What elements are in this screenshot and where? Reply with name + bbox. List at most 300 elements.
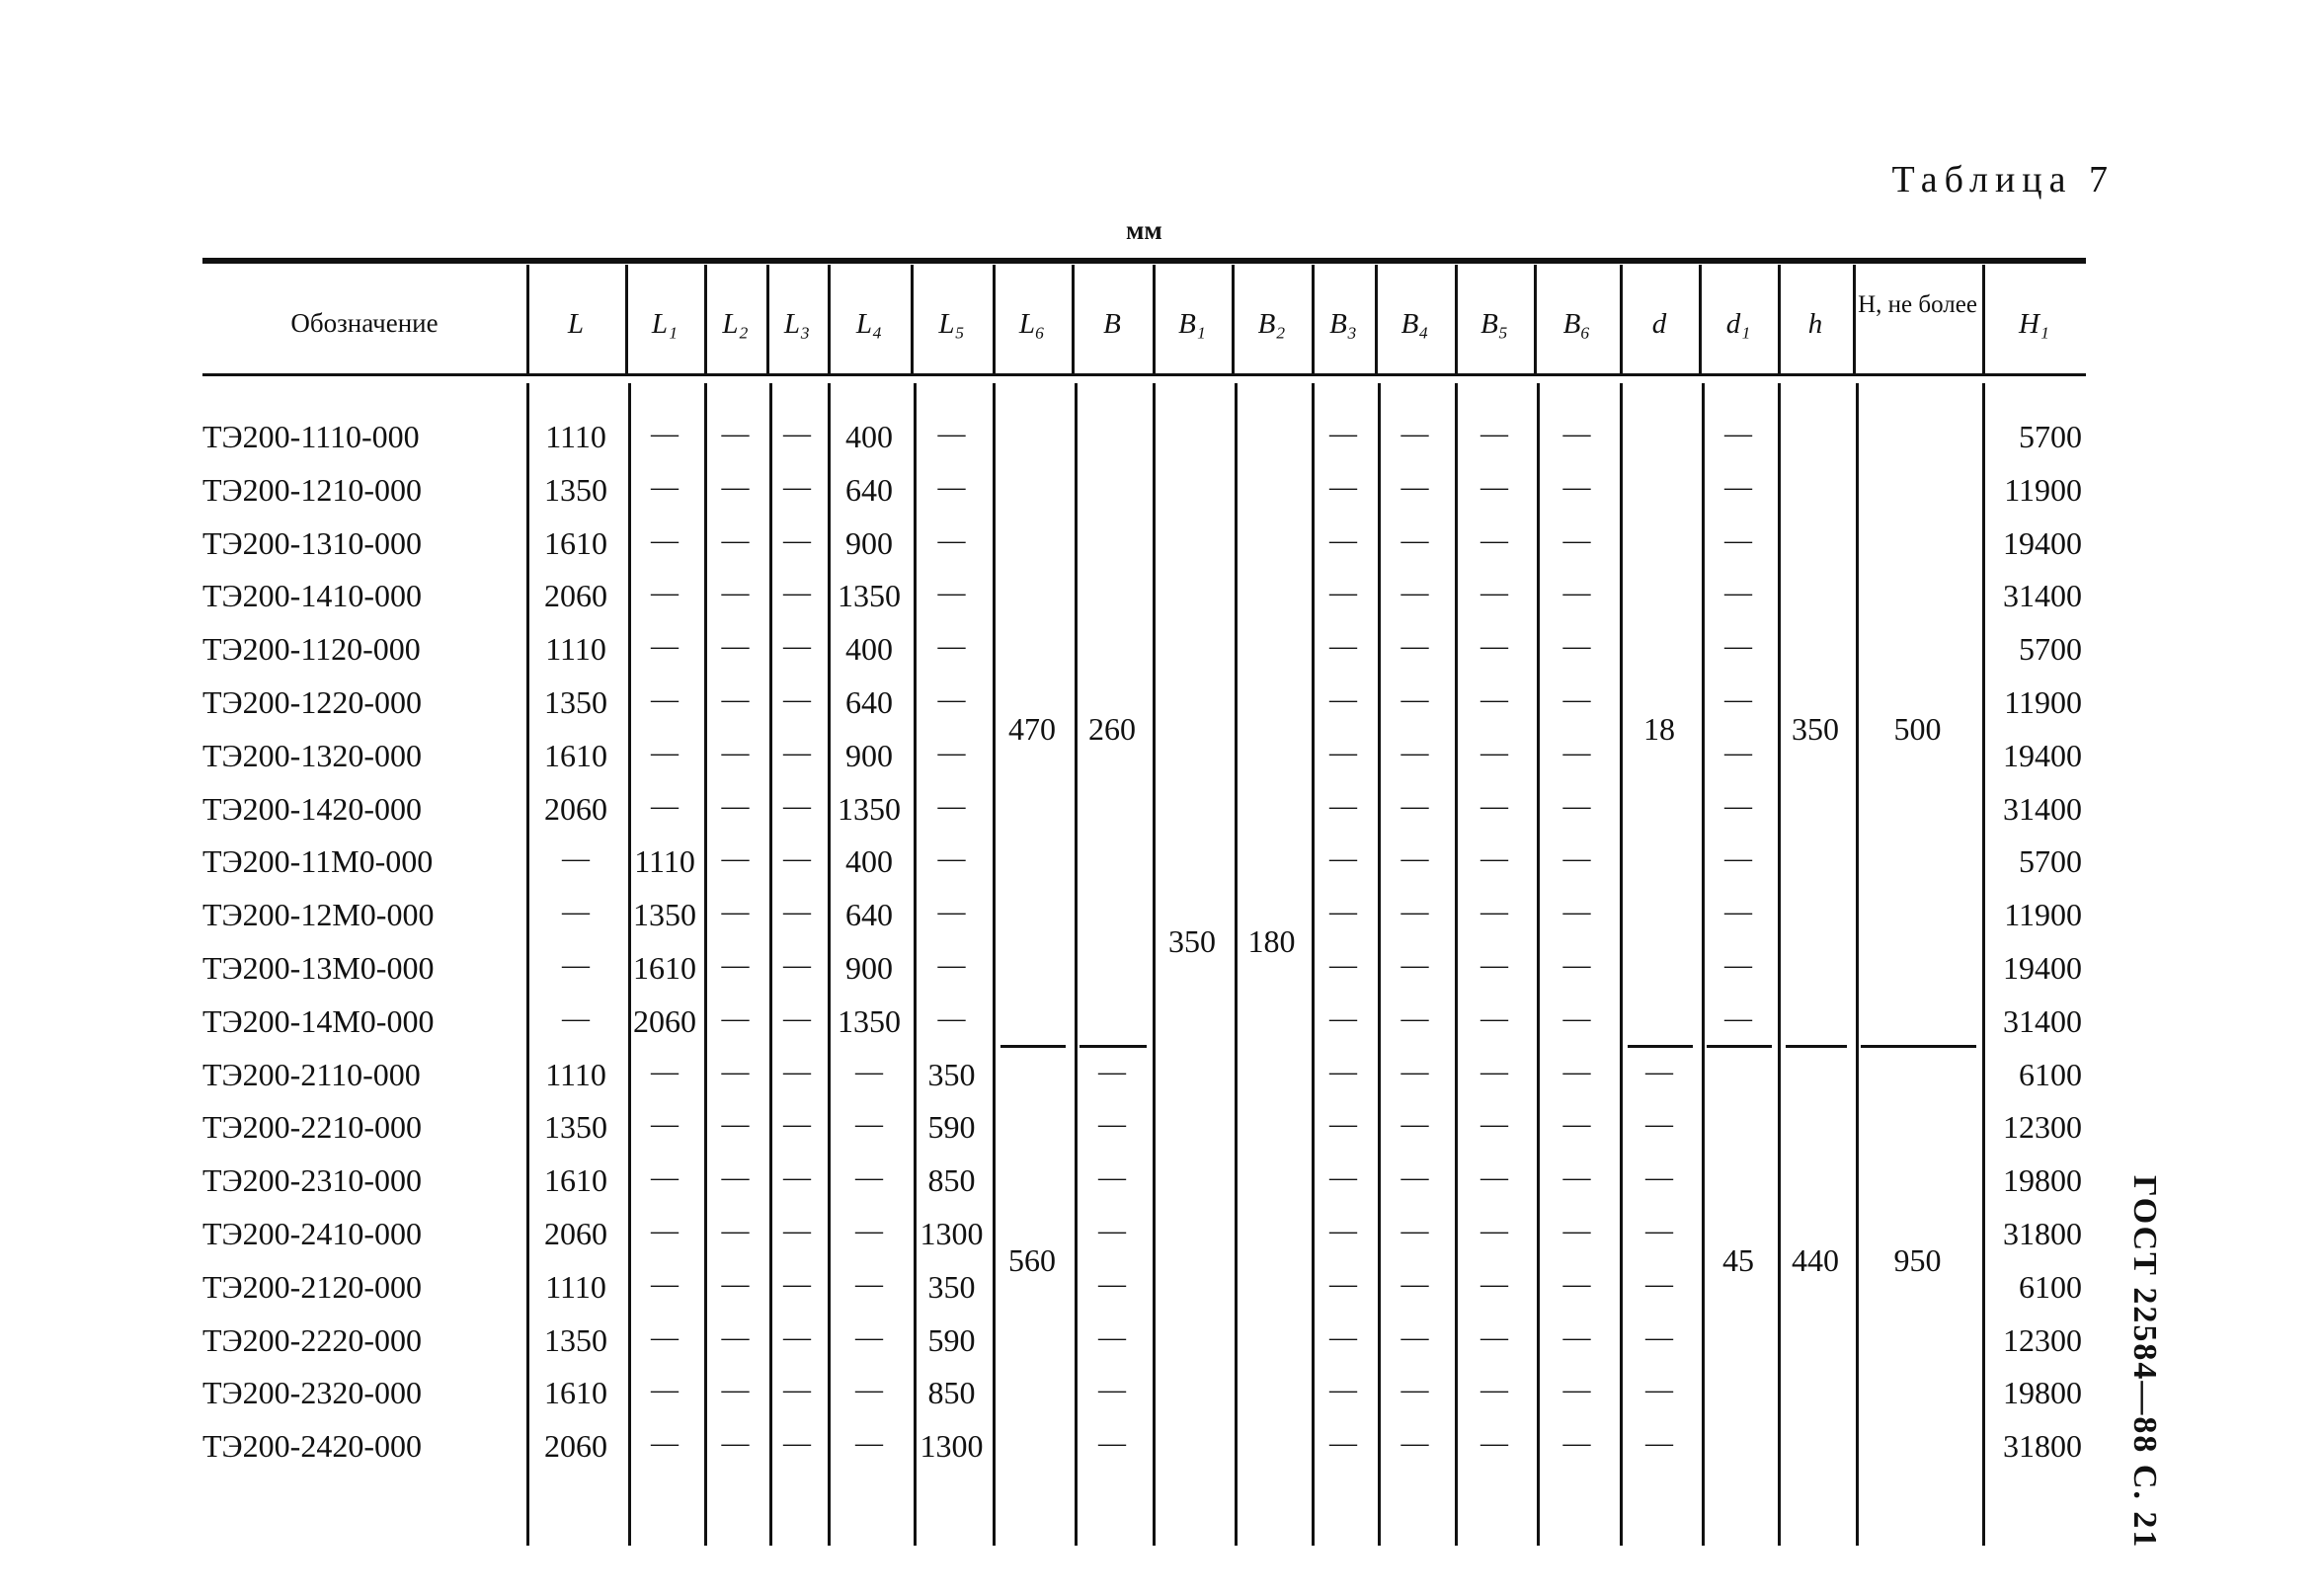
row-designation: ТЭ200-2220-000 (202, 1321, 422, 1358)
cell-b3: — (1329, 1375, 1357, 1406)
cell-d1: — (1724, 1002, 1752, 1034)
cell-b5: — (1480, 1056, 1508, 1087)
group-separator (1861, 1045, 1976, 1048)
cell-l5: 350 (927, 1268, 976, 1305)
cell-l3: — (783, 950, 811, 981)
cell-l3: — (783, 790, 811, 822)
cell-h1: 12300 (2003, 1321, 2082, 1358)
column-divider (625, 265, 628, 373)
cell-d1: — (1724, 897, 1752, 928)
row-designation: ТЭ200-1410-000 (202, 578, 422, 614)
cell-l: 1350 (544, 684, 607, 720)
cell-b4: — (1400, 471, 1429, 503)
cell-b6: — (1562, 897, 1591, 928)
row-designation: ТЭ200-13М0-000 (202, 950, 435, 986)
cell-l1: 1110 (634, 843, 695, 880)
row-designation: ТЭ200-2120-000 (202, 1268, 422, 1305)
cell-l2: — (721, 578, 750, 609)
cell-l4: 640 (845, 897, 893, 933)
cell-h1: 31400 (2003, 1002, 2082, 1039)
cell-l4: 1350 (838, 578, 901, 614)
cell-b3: — (1329, 843, 1357, 875)
cell-l3: — (783, 524, 811, 556)
cell-d: — (1645, 1268, 1673, 1300)
column-divider (766, 265, 769, 373)
cell-h1: 19400 (2003, 524, 2082, 561)
cell-l4: 900 (845, 737, 893, 773)
cell-l4: — (855, 1321, 883, 1353)
cell-l: 1350 (544, 1321, 607, 1358)
cell-b6: — (1562, 471, 1591, 503)
cell-l1: — (651, 1268, 679, 1300)
cell-h1: 6100 (2019, 1268, 2082, 1305)
cell-l1: — (651, 1321, 679, 1353)
header-l6: L₆ (1018, 308, 1046, 340)
column-divider (1778, 265, 1781, 373)
row-designation: ТЭ200-1310-000 (202, 524, 422, 561)
cell-l: 1350 (544, 1109, 607, 1146)
cell-b5: — (1480, 419, 1508, 449)
group-separator (1000, 1045, 1066, 1048)
cell-b: — (1098, 1321, 1126, 1353)
cell-l3: — (783, 1109, 811, 1141)
header-b: B (1103, 308, 1121, 340)
header-l4: L₄ (855, 308, 883, 340)
cell-b: — (1098, 1375, 1126, 1406)
column-divider (1312, 265, 1315, 373)
cell-l2: — (721, 737, 750, 768)
cell-l5: — (937, 950, 966, 981)
group-separator (1786, 1045, 1847, 1048)
cell-b5: — (1480, 843, 1508, 875)
cell-l4: — (855, 1216, 883, 1246)
cell-b5: — (1480, 1268, 1508, 1300)
row-designation: ТЭ200-1210-000 (202, 471, 422, 508)
cell-l5: — (937, 524, 966, 556)
row-designation: ТЭ200-1110-000 (202, 419, 420, 454)
cell-b4: — (1400, 1002, 1429, 1034)
merged-d1: 45 (1722, 1241, 1754, 1278)
cell-b5: — (1480, 684, 1508, 715)
cell-l5: — (937, 578, 966, 609)
cell-d1: — (1724, 631, 1752, 663)
cell-b3: — (1329, 790, 1357, 822)
cell-l: — (562, 950, 590, 981)
row-designation: ТЭ200-2110-000 (202, 1056, 421, 1092)
cell-l3: — (783, 471, 811, 503)
cell-l: 2060 (544, 1216, 607, 1251)
row-designation: ТЭ200-2410-000 (202, 1216, 422, 1251)
cell-l5: 590 (927, 1109, 976, 1146)
cell-l: 1110 (545, 631, 606, 668)
column-divider (1153, 383, 1156, 1546)
cell-b4: — (1400, 950, 1429, 981)
cell-l4: — (855, 1268, 883, 1300)
cell-b4: — (1400, 684, 1429, 715)
header-l: L (567, 308, 585, 340)
table-top-rule (202, 258, 2086, 264)
cell-l2: — (721, 684, 750, 715)
cell-b5: — (1480, 1002, 1508, 1034)
merged-h: 350 (1792, 710, 1839, 747)
merged-d: 18 (1643, 710, 1675, 747)
cell-l5: — (937, 843, 966, 875)
cell-d1: — (1724, 737, 1752, 768)
cell-h1: 19800 (2003, 1375, 2082, 1411)
cell-b3: — (1329, 897, 1357, 928)
row-designation: ТЭ200-12М0-000 (202, 897, 435, 933)
column-divider (1153, 265, 1156, 373)
cell-b6: — (1562, 631, 1591, 663)
cell-b3: — (1329, 1321, 1357, 1353)
cell-l5: — (937, 737, 966, 768)
cell-h1: 19800 (2003, 1162, 2082, 1199)
cell-b5: — (1480, 1428, 1508, 1460)
cell-b4: — (1400, 1216, 1429, 1246)
cell-b4: — (1400, 419, 1429, 449)
cell-l: 1610 (544, 1162, 607, 1199)
column-divider (1235, 383, 1238, 1546)
cell-l5: — (937, 684, 966, 715)
cell-b3: — (1329, 950, 1357, 981)
cell-d1: — (1724, 684, 1752, 715)
cell-l3: — (783, 1216, 811, 1246)
cell-l3: — (783, 1162, 811, 1194)
column-divider (1853, 265, 1856, 373)
cell-h1: 6100 (2019, 1056, 2082, 1092)
cell-h1: 5700 (2019, 419, 2082, 454)
cell-l2: — (721, 1268, 750, 1300)
row-designation: ТЭ200-1320-000 (202, 737, 422, 773)
cell-h1: 31400 (2003, 790, 2082, 827)
cell-b6: — (1562, 578, 1591, 609)
cell-b6: — (1562, 524, 1591, 556)
cell-l: 2060 (544, 790, 607, 827)
column-divider (1375, 265, 1378, 373)
merged-b1: 350 (1168, 923, 1216, 960)
cell-l1: — (651, 1428, 679, 1460)
cell-l3: — (783, 1002, 811, 1034)
cell-l4: — (855, 1162, 883, 1194)
cell-l3: — (783, 737, 811, 768)
header-l2: L₂ (722, 308, 749, 340)
cell-l5: — (937, 631, 966, 663)
cell-l: 1110 (545, 419, 606, 454)
standard-page-label: ГОСТ 22584—88 С. 21 (2126, 1175, 2163, 1550)
cell-d1: — (1724, 419, 1752, 449)
cell-b6: — (1562, 1321, 1591, 1353)
cell-b5: — (1480, 631, 1508, 663)
column-divider (993, 383, 996, 1546)
cell-l2: — (721, 790, 750, 822)
column-divider (1856, 383, 1859, 1546)
cell-b4: — (1400, 737, 1429, 768)
merged-h: 500 (1893, 710, 1942, 747)
cell-b6: — (1562, 737, 1591, 768)
cell-h1: 31400 (2003, 578, 2082, 614)
cell-b6: — (1562, 1375, 1591, 1406)
cell-l5: — (937, 471, 966, 503)
header-l1: L₁ (651, 308, 679, 340)
cell-b5: — (1480, 790, 1508, 822)
cell-l5: 590 (927, 1321, 976, 1358)
cell-l4: — (855, 1056, 883, 1087)
cell-h1: 19400 (2003, 737, 2082, 773)
column-divider (1982, 265, 1985, 373)
cell-b3: — (1329, 471, 1357, 503)
cell-l2: — (721, 1002, 750, 1034)
cell-d1: — (1724, 524, 1752, 556)
cell-l3: — (783, 897, 811, 928)
row-designation: ТЭ200-1420-000 (202, 790, 422, 827)
cell-l1: — (651, 1216, 679, 1246)
cell-l3: — (783, 631, 811, 663)
cell-l4: 400 (845, 419, 893, 454)
column-divider (828, 265, 831, 373)
units-label: мм (1126, 215, 1162, 245)
cell-l2: — (721, 524, 750, 556)
row-designation: ТЭ200-1120-000 (202, 631, 421, 668)
column-divider (704, 265, 707, 373)
cell-l1: — (651, 1162, 679, 1194)
cell-l3: — (783, 1375, 811, 1406)
column-divider (1620, 383, 1623, 1546)
header-h1: H₁ (2018, 308, 2050, 340)
cell-d: — (1645, 1428, 1673, 1460)
row-designation: ТЭ200-2420-000 (202, 1428, 422, 1465)
cell-l1: — (651, 737, 679, 768)
cell-h1: 31800 (2003, 1216, 2082, 1251)
cell-b3: — (1329, 1162, 1357, 1194)
cell-b6: — (1562, 790, 1591, 822)
merged-h: 440 (1792, 1241, 1839, 1278)
column-divider (526, 265, 529, 373)
cell-h1: 12300 (2003, 1109, 2082, 1146)
cell-l2: — (721, 419, 750, 449)
cell-l3: — (783, 1268, 811, 1300)
cell-l5: — (937, 1002, 966, 1034)
cell-l2: — (721, 631, 750, 663)
cell-b3: — (1329, 1428, 1357, 1460)
cell-l: 2060 (544, 578, 607, 614)
merged-h: 950 (1893, 1241, 1942, 1278)
cell-b6: — (1562, 1216, 1591, 1246)
cell-b3: — (1329, 1002, 1357, 1034)
cell-b6: — (1562, 1162, 1591, 1194)
cell-d: — (1645, 1321, 1673, 1353)
row-designation: ТЭ200-14М0-000 (202, 1002, 435, 1039)
cell-l3: — (783, 684, 811, 715)
cell-b5: — (1480, 524, 1508, 556)
cell-b3: — (1329, 1268, 1357, 1300)
cell-b3: — (1329, 737, 1357, 768)
cell-b4: — (1400, 1056, 1429, 1087)
cell-l4: 400 (845, 843, 893, 880)
cell-b6: — (1562, 1002, 1591, 1034)
cell-b3: — (1329, 631, 1357, 663)
column-divider (1455, 265, 1458, 373)
cell-b5: — (1480, 1109, 1508, 1141)
cell-b4: — (1400, 524, 1429, 556)
cell-l1: — (651, 1109, 679, 1141)
cell-h1: 11900 (2004, 897, 2082, 933)
cell-b: — (1098, 1216, 1126, 1246)
cell-l2: — (721, 1109, 750, 1141)
row-designation: ТЭ200-11М0-000 (202, 843, 434, 880)
cell-l5: — (937, 790, 966, 822)
table-title: Таблица 7 (1891, 159, 2115, 200)
cell-l2: — (721, 897, 750, 928)
cell-l2: — (721, 843, 750, 875)
column-divider (911, 265, 914, 373)
cell-l1: — (651, 471, 679, 503)
cell-b3: — (1329, 1216, 1357, 1246)
cell-l5: — (937, 419, 966, 449)
cell-b: — (1098, 1268, 1126, 1300)
cell-l1: — (651, 631, 679, 663)
cell-b3: — (1329, 1056, 1357, 1087)
header-b5: B₅ (1480, 308, 1508, 340)
cell-l5: 1300 (920, 1216, 984, 1251)
header-bottom-rule (202, 373, 2086, 376)
cell-l: 1610 (544, 737, 607, 773)
cell-l2: — (721, 1216, 750, 1246)
column-divider (1232, 265, 1235, 373)
cell-l1: 2060 (633, 1002, 696, 1039)
cell-b6: — (1562, 1109, 1591, 1141)
cell-b5: — (1480, 578, 1508, 609)
cell-b5: — (1480, 737, 1508, 768)
cell-d1: — (1724, 578, 1752, 609)
cell-l5: 850 (927, 1375, 976, 1411)
merged-b: 260 (1088, 710, 1136, 747)
cell-l1: — (651, 684, 679, 715)
cell-b3: — (1329, 684, 1357, 715)
cell-l: 1610 (544, 1375, 607, 1411)
cell-b4: — (1400, 1109, 1429, 1141)
cell-b4: — (1400, 578, 1429, 609)
cell-l2: — (721, 1162, 750, 1194)
cell-b5: — (1480, 950, 1508, 981)
cell-l: 1610 (544, 524, 607, 561)
cell-l: — (562, 843, 590, 875)
cell-b3: — (1329, 419, 1357, 449)
cell-l: 1110 (545, 1056, 606, 1092)
cell-l4: 900 (845, 950, 893, 986)
cell-l4: — (855, 1428, 883, 1460)
cell-b3: — (1329, 578, 1357, 609)
merged-l6: 470 (1008, 710, 1056, 747)
cell-b6: — (1562, 843, 1591, 875)
cell-l2: — (721, 1375, 750, 1406)
cell-b4: — (1400, 1321, 1429, 1353)
cell-l3: — (783, 843, 811, 875)
cell-l1: — (651, 1056, 679, 1087)
cell-b3: — (1329, 524, 1357, 556)
cell-l2: — (721, 471, 750, 503)
header-h: h (1807, 308, 1823, 340)
header-b2: B₂ (1257, 308, 1286, 340)
column-divider (993, 265, 996, 373)
column-divider (1534, 265, 1537, 373)
cell-l1: — (651, 524, 679, 556)
cell-b4: — (1400, 843, 1429, 875)
header-l3: L₃ (783, 308, 811, 340)
cell-b4: — (1400, 897, 1429, 928)
row-designation: ТЭ200-2210-000 (202, 1109, 422, 1146)
column-divider (1075, 383, 1078, 1546)
cell-l5: — (937, 897, 966, 928)
cell-l1: — (651, 419, 679, 449)
cell-b6: — (1562, 950, 1591, 981)
cell-b6: — (1562, 1268, 1591, 1300)
cell-d: — (1645, 1375, 1673, 1406)
cell-d: — (1645, 1216, 1673, 1246)
cell-b: — (1098, 1428, 1126, 1460)
cell-l4: — (855, 1109, 883, 1141)
cell-h1: 11900 (2004, 471, 2082, 508)
header-b3: B₃ (1329, 308, 1357, 340)
cell-h1: 5700 (2019, 631, 2082, 668)
cell-b5: — (1480, 1216, 1508, 1246)
cell-d: — (1645, 1109, 1673, 1141)
header-b6: B₆ (1562, 308, 1591, 340)
group-separator (1707, 1045, 1772, 1048)
cell-l2: — (721, 1056, 750, 1087)
cell-b5: — (1480, 471, 1508, 503)
cell-l4: 640 (845, 684, 893, 720)
column-divider (1778, 383, 1781, 1546)
cell-l4: 400 (845, 631, 893, 668)
cell-l: — (562, 897, 590, 928)
group-separator (1628, 1045, 1693, 1048)
cell-b: — (1098, 1056, 1126, 1087)
column-divider (1072, 265, 1075, 373)
cell-b6: — (1562, 1428, 1591, 1460)
cell-l1: — (651, 790, 679, 822)
cell-l1: — (651, 578, 679, 609)
cell-l5: 1300 (920, 1428, 984, 1465)
cell-h1: 31800 (2003, 1428, 2082, 1465)
cell-b4: — (1400, 1375, 1429, 1406)
cell-b4: — (1400, 1268, 1429, 1300)
cell-b: — (1098, 1109, 1126, 1141)
header-l5: L₅ (938, 308, 965, 340)
cell-b4: — (1400, 790, 1429, 822)
merged-l6: 560 (1008, 1241, 1056, 1278)
cell-l3: — (783, 1428, 811, 1460)
column-divider (1620, 265, 1623, 373)
cell-l: — (562, 1002, 590, 1034)
group-separator (1080, 1045, 1147, 1048)
cell-l: 2060 (544, 1428, 607, 1465)
cell-l3: — (783, 578, 811, 609)
cell-b5: — (1480, 1162, 1508, 1194)
header-d: d (1651, 308, 1667, 340)
cell-l1: — (651, 1375, 679, 1406)
cell-d: — (1645, 1162, 1673, 1194)
cell-d1: — (1724, 790, 1752, 822)
cell-b6: — (1562, 1056, 1591, 1087)
cell-l1: 1610 (633, 950, 696, 986)
header-b1: B₁ (1178, 308, 1206, 340)
cell-l4: — (855, 1375, 883, 1406)
cell-l5: 350 (927, 1056, 976, 1092)
cell-l3: — (783, 1056, 811, 1087)
cell-l2: — (721, 1321, 750, 1353)
cell-l4: 900 (845, 524, 893, 561)
merged-b2: 180 (1247, 923, 1296, 960)
